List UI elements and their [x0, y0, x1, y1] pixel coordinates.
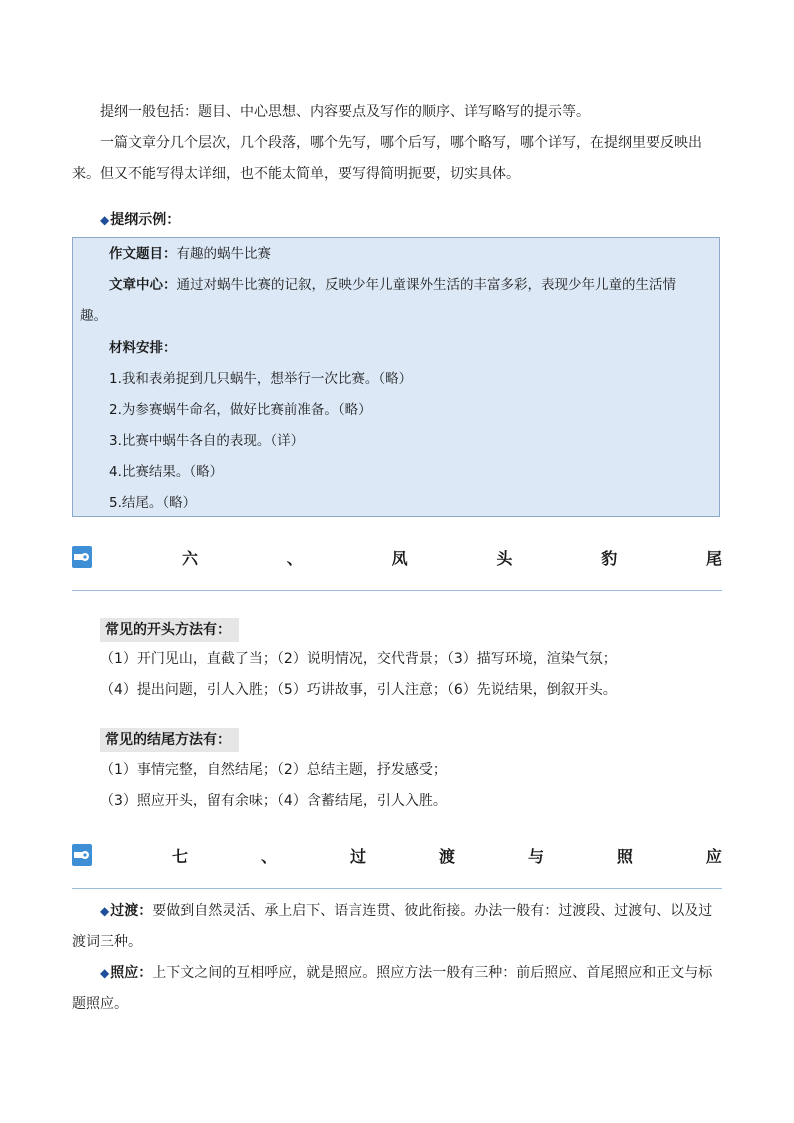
- diamond-bullet-icon: ◆: [100, 213, 110, 227]
- example-heading: ◆提纲示例：: [100, 212, 181, 228]
- section-6-header: [72, 542, 722, 572]
- example-item: 1.我和表弟捉到几只蜗牛，想举行一次比赛。（略）: [109, 371, 413, 387]
- section-divider: [72, 888, 722, 889]
- section-6-title: 六 、 凤 头 豹 尾: [182, 548, 722, 568]
- example-title-line: 作文题目：有趣的蜗牛比赛: [109, 246, 271, 262]
- ending-methods-line-2: （3）照应开头，留有余味；（4）含蓄结尾，引人入胜。: [100, 793, 447, 809]
- echo-line-2: 题照应。: [72, 996, 128, 1012]
- example-center-line-2: 趣。: [80, 308, 107, 324]
- example-center-line: 文章中心：通过对蜗牛比赛的记叙，反映少年儿童课外生活的丰富多彩，表现少年儿童的生活情: [109, 277, 676, 293]
- opening-methods-line-2: （4）提出问题，引人入胜；（5）巧讲故事，引人注意；（6）先说结果，倒叙开头。: [100, 682, 617, 698]
- outline-example-box: [72, 237, 720, 517]
- arrow-tag-icon: [72, 546, 92, 568]
- echo-line-1: ◆照应：上下文之间的互相呼应，就是照应。照应方法一般有三种：前后照应、首尾照应和正文与标: [100, 965, 713, 981]
- transition-line-1: ◆过渡：要做到自然灵活、承上启下、语言连贯、彼此衔接。办法一般有：过渡段、过渡句、以及过: [100, 903, 713, 919]
- opening-methods-line-1: （1）开门见山，直截了当；（2）说明情况，交代背景；（3）描写环境，渲染气氛；: [100, 651, 617, 667]
- section-divider: [72, 590, 722, 591]
- example-item: 2.为参赛蜗牛命名，做好比赛前准备。（略）: [109, 402, 372, 418]
- example-material-label: 材料安排：: [109, 340, 177, 356]
- transition-line-2: 渡词三种。: [72, 934, 142, 950]
- intro-line-3: 来。但又不能写得太详细，也不能太简单，要写得简明扼要，切实具体。: [72, 166, 520, 182]
- diamond-bullet-icon: ◆: [100, 966, 110, 980]
- opening-methods-heading: 常见的开头方法有：: [100, 618, 239, 642]
- section-7-title: 七 、 过 渡 与 照 应: [172, 846, 722, 866]
- intro-line-1: 提纲一般包括：题目、中心思想、内容要点及写作的顺序、详写略写的提示等。: [100, 104, 590, 120]
- example-item: 5.结尾。（略）: [109, 495, 197, 511]
- arrow-tag-icon: [72, 844, 92, 866]
- section-7-header: [72, 840, 722, 870]
- intro-line-2: 一篇文章分几个层次，几个段落，哪个先写，哪个后写，哪个略写，哪个详写，在提纲里要反映出: [100, 135, 702, 151]
- diamond-bullet-icon: ◆: [100, 904, 110, 918]
- ending-methods-heading: 常见的结尾方法有：: [100, 728, 239, 752]
- example-item: 3.比赛中蜗牛各自的表现。（详）: [109, 433, 305, 449]
- example-item: 4.比赛结果。（略）: [109, 464, 224, 480]
- ending-methods-line-1: （1）事情完整，自然结尾；（2）总结主题，抒发感受；: [100, 762, 447, 778]
